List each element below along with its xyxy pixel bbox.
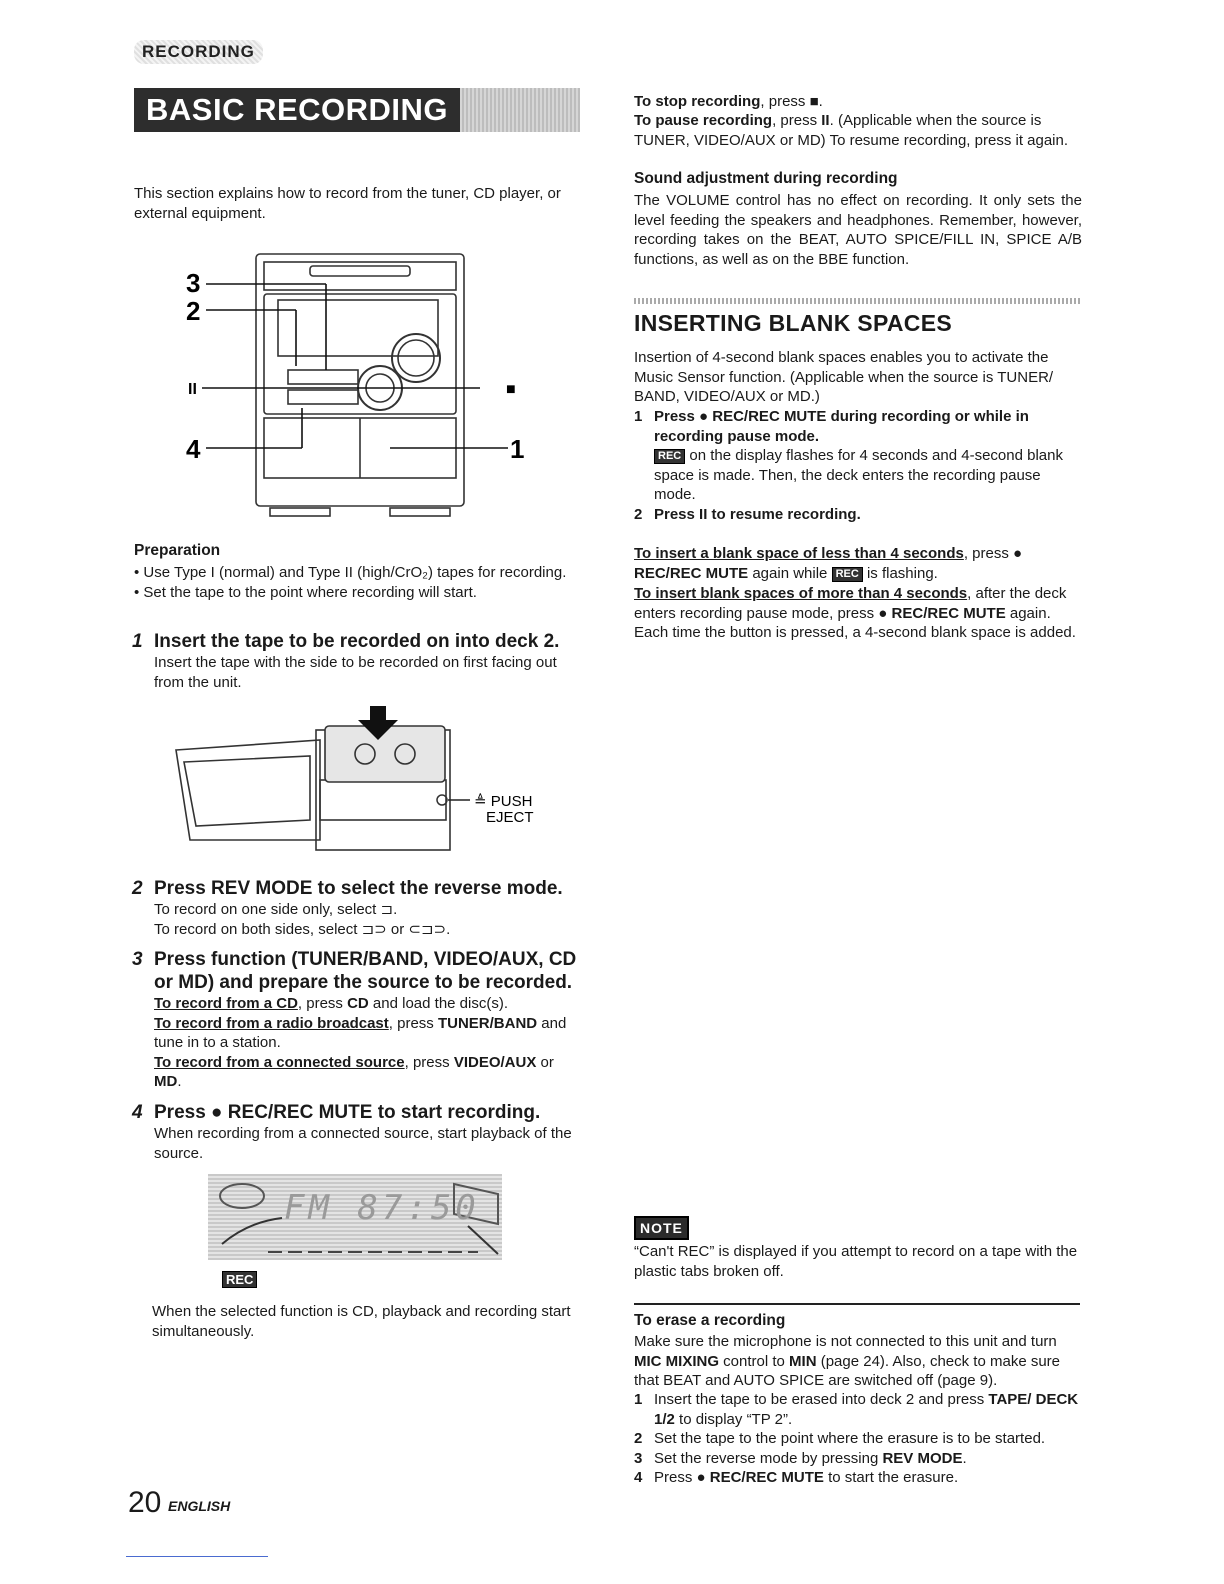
step-3-radio: To record from a radio broadcast, press TUNER/BAND and tune in to a station. xyxy=(154,1014,567,1051)
display-text: FM 87:50 xyxy=(284,1188,480,1228)
blank-more-than-4: To insert blank spaces of more than 4 seconds, after the deck enters recording pause mode, press ● REC/REC MUTE again. xyxy=(634,585,1067,622)
blank-step-1: 1 Press ● REC/REC MUTE during recording or while in recording pause mode. REC on the display flashes for 4 seconds and 4-second blank space is made. Then, the deck enters the recording pause mode. xyxy=(634,408,1063,503)
erase-step: 3 Set the reverse mode by pressing REV MODE. xyxy=(634,1449,967,1467)
page-language: ENGLISH xyxy=(168,1498,231,1514)
erase-steps xyxy=(634,1390,1082,1488)
step-4-heading: Press ● REC/REC MUTE to start recording. xyxy=(154,1102,541,1123)
step-1-heading: Insert the tape to be recorded on into deck 2. xyxy=(154,631,560,652)
push-eject-label-2: EJECT xyxy=(486,809,534,826)
preparation-item: • Set the tape to the point where recording will start. xyxy=(134,583,477,601)
footer-line xyxy=(126,1556,268,1557)
step-2-heading: Press REV MODE to select the reverse mode. xyxy=(154,878,563,899)
callout-1: 1 xyxy=(510,434,525,464)
callout-3: 3 xyxy=(186,268,201,298)
step-3 xyxy=(132,948,584,1092)
section-divider xyxy=(634,298,1080,304)
step-4-body: When recording from a connected source, start playback of the source. xyxy=(154,1125,572,1162)
cassette xyxy=(325,726,445,782)
stop-recording: To stop recording, press ■. xyxy=(634,93,823,110)
intro-text: This section explains how to record from the tuner, CD player, or external equipment. xyxy=(134,185,561,222)
step-1-num: 1 xyxy=(132,631,143,652)
callout-pause: II xyxy=(188,381,197,398)
step-2-num: 2 xyxy=(132,878,143,899)
sound-adjust-body: The VOLUME control has no effect on recording. It only sets the level feeding the speakers and headphones. Remember, however, recording takes on the BEAT, AUTO SPICE/FILL IN, SPICE A/B functions, as well as on the BBE function. xyxy=(634,192,1082,268)
blank-spaces-intro: Insertion of 4-second blank spaces enables you to activate the Music Sensor function. (Applicable when the source is TUNER/ BAND, VIDEO/AUX or MD.) xyxy=(634,349,1054,405)
blank-spaces-heading: INSERTING BLANK SPACES xyxy=(634,310,952,336)
blank-less-than-4: To insert a blank space of less than 4 seconds, press ● REC/REC MUTE again while REC is flashing. xyxy=(634,545,1023,582)
step-4 xyxy=(132,1101,584,1163)
note-text: “Can't REC” is displayed if you attempt to record on a tape with the plastic tabs broken off. xyxy=(634,1243,1078,1280)
erase-step: 2 Set the tape to the point where the erasure is to be started. xyxy=(634,1430,1046,1447)
step-2-line1: To record on one side only, select ⊐. xyxy=(154,901,398,918)
page-title: BASIC RECORDING xyxy=(134,88,460,132)
step-2-line2: To record on both sides, select ⊐⊃ or ⊂⊐⊃. xyxy=(154,920,451,938)
blank-each-time: Each time the button is pressed, a 4-second blank space is added. xyxy=(634,624,1076,641)
callout-stop: ■ xyxy=(506,381,516,398)
callout-4: 4 xyxy=(186,434,201,464)
title-banner xyxy=(134,88,580,132)
display-panel xyxy=(208,1174,502,1260)
step-3-source: To record from a connected source, press VIDEO/AUX or MD. xyxy=(154,1053,554,1090)
step-3-heading: Press function (TUNER/BAND, VIDEO/AUX, CD or MD) and prepare the source to be recorded. xyxy=(154,949,577,993)
simultaneous-note: When the selected function is CD, playback and recording start simultaneously. xyxy=(152,1303,571,1340)
erase-divider xyxy=(634,1303,1080,1305)
step-4-num: 4 xyxy=(132,1102,143,1123)
deck-left xyxy=(176,740,320,840)
preparation-heading: Preparation xyxy=(134,542,221,559)
erase-step: 4 Press ● REC/REC MUTE to start the erasure. xyxy=(634,1469,959,1486)
tape-insert-diagram xyxy=(170,700,550,860)
preparation-item: • Use Type I (normal) and Type II (high/CrO₂) tapes for recording. xyxy=(134,564,567,581)
preparation-list xyxy=(134,563,584,602)
page-number: 20 xyxy=(128,1486,162,1519)
step-1 xyxy=(132,630,584,692)
callout-2: 2 xyxy=(186,296,201,326)
note-badge: NOTE xyxy=(634,1216,689,1240)
blank-step-2: 2 Press II to resume recording. xyxy=(634,506,861,523)
sound-adjust-heading: Sound adjustment during recording xyxy=(634,170,898,187)
step-3-num: 3 xyxy=(132,949,143,970)
erase-intro: Make sure the microphone is not connected to this unit and turn MIC MIXING control to MIN (page 24). Also, check to make sure that BEAT and AUTO SPICE are switched off (page 9). xyxy=(634,1333,1061,1389)
stereo-diagram xyxy=(180,248,540,523)
erase-step: 1 Insert the tape to be erased into deck 2 and press TAPE/ DECK 1/2 to display “TP 2”. xyxy=(634,1391,1079,1428)
erase-heading: To erase a recording xyxy=(634,1312,786,1329)
display-rec-indicator: REC xyxy=(222,1271,257,1290)
push-eject-label-1: ≜ PUSH xyxy=(474,793,533,810)
step-1-body: Insert the tape with the side to be recorded on first facing out from the unit. xyxy=(154,654,557,691)
section-tag: RECORDING xyxy=(134,40,263,64)
step-3-cd: To record from a CD, press CD and load the disc(s). xyxy=(154,995,509,1012)
step-2 xyxy=(132,877,584,939)
pause-recording: To pause recording, press II. (Applicable when the source is TUNER, VIDEO/AUX or MD) To resume recording, press it again. xyxy=(634,112,1069,149)
